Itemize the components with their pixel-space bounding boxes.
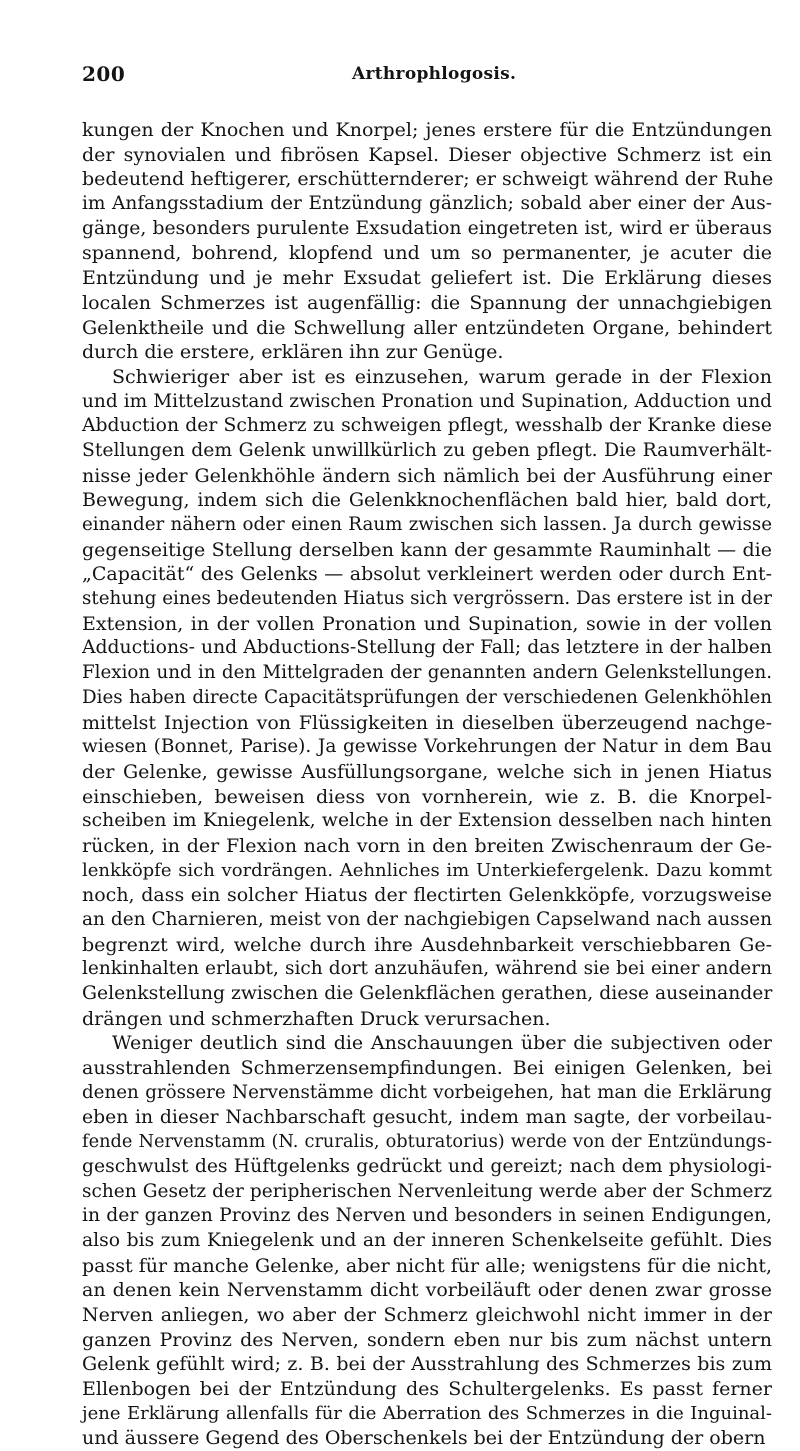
- text-line: der synovialen und fibrösen Kapsel. Dieser objective Schmerz ist ein: [82, 143, 772, 166]
- text-line: stehung eines bedeutenden Hiatus sich vergrössern. Das erstere ist in der: [82, 588, 772, 610]
- text-line: schen Gesetz der peripherischen Nervenleitung werde aber der Schmerz: [82, 1180, 772, 1202]
- text-line: einschieben, beweisen diess von vornherein, wie z. B. die Knorpel-: [82, 785, 772, 808]
- text-line: lenkköpfe sich vordrängen. Aehnliches im Unterkiefergelenk. Dazu kommt: [82, 859, 772, 881]
- text-line: jene Erklärung allenfalls für die Aberration des Schmerzes in die Inguinal-: [82, 1402, 772, 1424]
- text-line: und im Mittelzustand zwischen Pronation und Supination, Adduction und: [82, 390, 772, 412]
- page-header: [82, 62, 760, 90]
- page-number: 200: [82, 62, 126, 86]
- text-line: localen Schmerzes ist augenfällig: die Spannung der unnachgiebigen: [82, 291, 772, 314]
- text-line: Weniger deutlich sind die Anschauungen über die subjectiven oder: [112, 1032, 772, 1055]
- text-line: Stellungen dem Gelenk unwillkürlich zu geben pflegt. Die Raumverhält-: [82, 439, 772, 461]
- text-line: Entzündung und je mehr Exsudat geliefert ist. Die Erklärung dieses: [82, 267, 772, 290]
- text-line: Flexion und in den Mittelgraden der genannten andern Gelenkstellungen.: [82, 662, 772, 684]
- text-line: ausstrahlenden Schmerzensempfindungen. Bei einigen Gelenken, bei: [82, 1057, 772, 1080]
- text-line: Bewegung, indem sich die Gelenkknochenflächen bald hier, bald dort,: [82, 489, 772, 512]
- text-line: begrenzt wird, welche durch ihre Ausdehnbarkeit verschiebbaren Ge-: [82, 933, 772, 956]
- text-line: der Gelenke, gewisse Ausfüllungsorgane, welche sich in jenen Hiatus: [82, 760, 772, 783]
- text-line: einander nähern oder einen Raum zwischen sich lassen. Ja durch gewisse: [82, 514, 772, 535]
- text-line: bedeutend heftigerer, erschütternderer; er schweigt während der Ruhe: [82, 168, 774, 191]
- text-line: Adductions- und Abductions-Stellung der Fall; das letztere in der halben: [82, 637, 772, 659]
- text-line: an den Charnieren, meist von der nachgiebigen Capselwand nach aussen: [82, 909, 772, 930]
- text-line: nisse jeder Gelenkhöhle ändern sich nämlich bei der Ausführung einer: [82, 464, 772, 487]
- text-line: gegenseitige Stellung derselben kann der gesammte Rauminhalt — die: [82, 538, 772, 561]
- text-line: eben in dieser Nachbarschaft gesucht, indem man sagte, der vorbeilau-: [82, 1106, 772, 1128]
- text-line: kungen der Knochen und Knorpel; jenes erstere für die Entzündungen: [82, 119, 772, 141]
- text-line: also bis zum Kniegelenk und an der inneren Schenkelseite gefühlt. Dies: [82, 1229, 772, 1251]
- paragraph: [82, 1031, 772, 1451]
- text-line: mittelst Injection von Flüssigkeiten in dieselben überzeugend nachge-: [82, 711, 772, 734]
- body-text: [82, 118, 772, 1451]
- text-line: Gelenkstellung zwischen die Gelenkflächen gerathen, diese auseinander: [82, 983, 773, 1005]
- text-line: und äussere Gegend des Oberschenkels bei der Entzündung der obern: [82, 1427, 766, 1450]
- text-line: fende Nervenstamm (N. cruralis, obturatorius) werde von der Entzündungs-: [82, 1132, 772, 1153]
- text-line: spannend, bohrend, klopfend und um so permanenter, je acuter die: [82, 242, 772, 265]
- text-line: in der ganzen Provinz des Nerven und besonders in seinen Endigungen,: [82, 1205, 772, 1227]
- text-line: passt für manche Gelenke, aber nicht für alle; wenigstens für die nicht,: [82, 1254, 772, 1277]
- text-line: im Anfangsstadium der Entzündung gänzlich; sobald aber einer der Aus-: [82, 193, 772, 215]
- text-line: Abduction der Schmerz zu schweigen pflegt, wesshalb der Kranke diese: [82, 415, 772, 437]
- text-line: geschwulst des Hüftgelenks gedrückt und gereizt; nach dem physiologi-: [82, 1155, 772, 1177]
- text-line: drängen und schmerzhaften Druck verursachen.: [82, 1007, 551, 1030]
- text-line: scheiben im Kniegelenk, welche in der Extension desselben nach hinten: [82, 810, 772, 832]
- paragraph: [82, 118, 772, 365]
- text-line: Nerven anliegen, wo aber der Schmerz gleichwohl nicht immer in der: [82, 1304, 772, 1326]
- paragraph: [82, 365, 772, 1032]
- text-line: ganzen Provinz des Nerven, sondern eben nur bis zum nächst untern: [82, 1328, 772, 1351]
- text-line: „Capacität“ des Gelenks — absolut verkleinert werden oder durch Ent-: [82, 563, 772, 586]
- text-line: Gelenktheile und die Schwellung aller entzündeten Organe, behindert: [82, 316, 772, 339]
- text-line: rücken, in der Flexion nach vorn in den breiten Zwischenraum der Ge-: [82, 834, 772, 857]
- text-line: Gelenk gefühlt wird; z. B. bei der Ausstrahlung des Schmerzes bis zum: [82, 1353, 772, 1376]
- text-line: Dies haben directe Capacitätsprüfungen der verschiedenen Gelenkhöhlen: [82, 686, 772, 708]
- text-line: denen grössere Nervenstämme dicht vorbeigehen, hat man die Erklärung: [82, 1081, 772, 1103]
- text-line: Ellenbogen bei der Entzündung des Schultergelenks. Es passt ferner: [82, 1378, 772, 1401]
- running-head: Arthrophlogosis.: [352, 64, 517, 84]
- text-line: wiesen (Bonnet, Parise). Ja gewisse Vorkehrungen der Natur in dem Bau: [82, 736, 772, 758]
- text-line: an denen kein Nervenstamm dicht vorbeiläuft oder denen zwar grosse: [82, 1279, 772, 1302]
- text-line: lenkinhalten erlaubt, sich dort anzuhäufen, während sie bei einer andern: [82, 958, 772, 980]
- text-line: Schwieriger aber ist es einzusehen, warum gerade in der Flexion: [112, 365, 772, 388]
- text-line: noch, dass ein solcher Hiatus der flectirten Gelenkköpfe, vorzugsweise: [82, 884, 772, 907]
- text-line: durch die erstere, erklären ihn zur Genüge.: [82, 341, 504, 364]
- text-line: gänge, besonders purulente Exsudation eingetreten ist, wird er überaus: [82, 217, 772, 239]
- text-line: Extension, in der vollen Pronation und Supination, sowie in der vollen: [82, 612, 772, 635]
